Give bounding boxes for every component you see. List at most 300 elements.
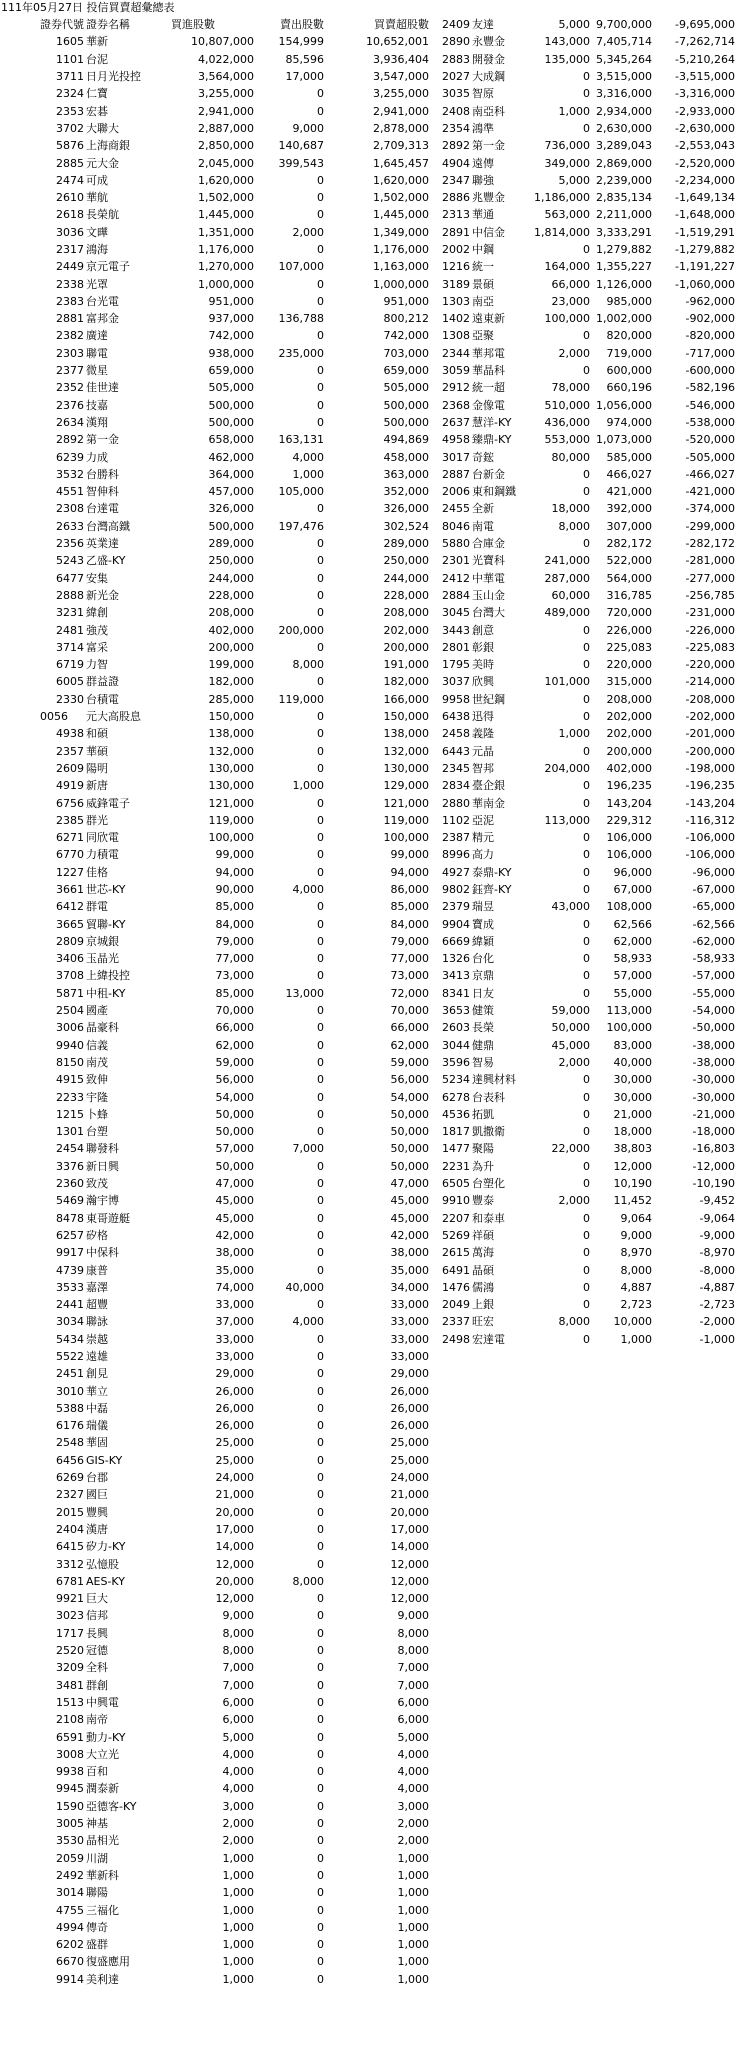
cell-sell: 0: [317, 640, 324, 654]
cell-buy: 4,022,000: [198, 52, 254, 66]
cell-sell: 0: [317, 1246, 324, 1260]
cell-code: 6669: [442, 934, 470, 948]
table-row: [435, 1054, 736, 1071]
cell-buy: 1,000: [222, 1903, 254, 1917]
cell-code: 3023: [56, 1609, 84, 1623]
cell-name: 貿聯-KY: [86, 917, 126, 931]
cell-name: 亞泥: [472, 813, 494, 827]
cell-code: 3037: [442, 675, 470, 689]
table-row: [0, 33, 430, 50]
cell-name: 全科: [86, 1661, 108, 1675]
cell-code: 2387: [442, 831, 470, 845]
table-row: [0, 1815, 430, 1832]
cell-buy: 73,000: [215, 969, 254, 983]
cell-buy: 0: [583, 1159, 590, 1173]
cell-net: -96,000: [692, 865, 735, 879]
cell-code: 2504: [56, 1004, 84, 1018]
cell-sell: 0: [317, 173, 324, 187]
cell-buy: 2,941,000: [198, 104, 254, 118]
cell-name: 廣達: [86, 329, 108, 343]
table-row: [0, 708, 430, 725]
cell-code: 2458: [442, 727, 470, 741]
table-row: [435, 1244, 736, 1261]
cell-net: 35,000: [390, 1263, 429, 1277]
cell-code: 2520: [56, 1644, 84, 1658]
cell-name: 矽格: [86, 1228, 108, 1242]
cell-net: 4,000: [397, 1765, 429, 1779]
cell-buy: 14,000: [215, 1540, 254, 1554]
table-row: [0, 967, 430, 984]
cell-sell: 12,000: [613, 1159, 652, 1173]
cell-net: -1,000: [699, 1332, 735, 1346]
cell-net: 182,000: [383, 675, 429, 689]
cell-sell: 0: [317, 415, 324, 429]
cell-sell: 2,934,000: [596, 104, 652, 118]
cell-name: 鈺齊-KY: [472, 882, 512, 896]
table-row: [435, 120, 736, 137]
cell-buy: 2,000: [222, 1817, 254, 1831]
cell-sell: 226,000: [606, 623, 652, 637]
cell-code: 1477: [442, 1142, 470, 1156]
cell-name: 臻鼎-KY: [472, 433, 512, 447]
cell-code: 5243: [56, 554, 84, 568]
cell-code: 1402: [442, 312, 470, 326]
cell-name: 仁寶: [86, 87, 108, 101]
cell-name: 和泰車: [472, 1211, 505, 1225]
cell-code: 2383: [56, 294, 84, 308]
cell-code: 6269: [56, 1471, 84, 1485]
table-row: [0, 846, 430, 863]
cell-name: 智邦: [472, 761, 494, 775]
cell-name: 鴻準: [472, 121, 494, 135]
cell-net: 17,000: [390, 1522, 429, 1536]
cell-net: -58,933: [692, 952, 735, 966]
cell-code: 2610: [56, 191, 84, 205]
cell-name: 晶豪科: [86, 1021, 119, 1035]
table-row: [435, 1106, 736, 1123]
cell-sell: 0: [317, 191, 324, 205]
cell-net: -902,000: [685, 312, 735, 326]
cell-name: 合庫金: [472, 537, 505, 551]
cell-buy: 0: [583, 329, 590, 343]
cell-name: 台郡: [86, 1471, 108, 1485]
cell-buy: 78,000: [551, 381, 590, 395]
cell-net: 1,620,000: [373, 173, 429, 187]
cell-buy: 9,000: [222, 1609, 254, 1623]
cell-sell: 0: [317, 1505, 324, 1519]
cell-buy: 56,000: [215, 1073, 254, 1087]
cell-buy: 199,000: [208, 658, 254, 672]
cell-name: 第一金: [472, 139, 505, 153]
cell-buy: 0: [583, 1332, 590, 1346]
cell-code: 3711: [56, 70, 84, 84]
cell-code: 2330: [56, 692, 84, 706]
cell-net: 500,000: [383, 398, 429, 412]
cell-buy: 20,000: [215, 1505, 254, 1519]
cell-code: 4958: [442, 433, 470, 447]
table-row: [435, 345, 736, 362]
cell-net: -10,190: [692, 1177, 735, 1191]
cell-sell: 2,835,134: [596, 191, 652, 205]
cell-code: 3714: [56, 640, 84, 654]
cell-buy: 164,000: [544, 260, 590, 274]
cell-code: 3189: [442, 277, 470, 291]
cell-name: 慧洋-KY: [472, 415, 512, 429]
cell-net: -4,887: [699, 1280, 735, 1294]
cell-code: 3708: [56, 969, 84, 983]
cell-net: -2,933,000: [675, 104, 735, 118]
cell-sell: 2,630,000: [596, 121, 652, 135]
cell-net: 129,000: [383, 779, 429, 793]
cell-sell: 40,000: [613, 1055, 652, 1069]
cell-name: 景碩: [472, 277, 494, 291]
cell-name: 和碩: [86, 727, 108, 741]
cell-sell: 421,000: [606, 485, 652, 499]
table-row: [0, 1452, 430, 1469]
table-row: [0, 1538, 430, 1555]
table-row: [435, 950, 736, 967]
cell-buy: 2,000: [222, 1834, 254, 1848]
table-row: [435, 68, 736, 85]
cell-name: 寶成: [472, 917, 494, 931]
cell-sell: 0: [317, 294, 324, 308]
table-row: [435, 1071, 736, 1088]
cell-net: 244,000: [383, 571, 429, 585]
cell-net: 703,000: [383, 346, 429, 360]
table-row: [0, 1365, 430, 1382]
cell-sell: 0: [317, 744, 324, 758]
cell-buy: 204,000: [544, 761, 590, 775]
cell-sell: 220,000: [606, 658, 652, 672]
cell-net: 7,000: [397, 1661, 429, 1675]
cell-net: -3,316,000: [675, 87, 735, 101]
cell-sell: 0: [317, 1401, 324, 1415]
cell-name: 全新: [472, 502, 494, 516]
table-row: [0, 1279, 430, 1296]
cell-net: -282,172: [685, 537, 735, 551]
cell-sell: 200,000: [606, 744, 652, 758]
cell-buy: 101,000: [544, 675, 590, 689]
cell-sell: 0: [317, 1765, 324, 1779]
cell-buy: 50,000: [215, 1107, 254, 1121]
cell-sell: 62,566: [613, 917, 652, 931]
cell-net: -9,452: [699, 1194, 735, 1208]
cell-sell: 235,000: [278, 346, 324, 360]
cell-net: 12,000: [390, 1574, 429, 1588]
cell-code: 2356: [56, 537, 84, 551]
cell-code: 2303: [56, 346, 84, 360]
cell-buy: 85,000: [215, 900, 254, 914]
cell-buy: 8,000: [558, 1315, 590, 1329]
table-row: [435, 51, 736, 68]
cell-buy: 66,000: [551, 277, 590, 291]
header-code: 證券代號: [40, 18, 84, 32]
cell-buy: 510,000: [544, 398, 590, 412]
cell-net: 26,000: [390, 1419, 429, 1433]
cell-sell: 0: [317, 1678, 324, 1692]
cell-buy: 59,000: [551, 1004, 590, 1018]
cell-code: 2441: [56, 1298, 84, 1312]
cell-code: 2912: [442, 381, 470, 395]
cell-sell: 7,405,714: [596, 35, 652, 49]
table-row: [0, 1209, 430, 1226]
cell-net: 1,000: [397, 1938, 429, 1952]
cell-sell: 55,000: [613, 986, 652, 1000]
cell-net: -5,210,264: [675, 52, 735, 66]
table-row: [435, 310, 736, 327]
cell-sell: 40,000: [285, 1280, 324, 1294]
cell-name: 巨大: [86, 1592, 108, 1606]
table-row: [0, 293, 430, 310]
table-row: [0, 1469, 430, 1486]
cell-sell: 30,000: [613, 1090, 652, 1104]
cell-code: 4904: [442, 156, 470, 170]
cell-name: 晶相光: [86, 1834, 119, 1848]
table-row: [0, 1625, 430, 1642]
cell-name: 三福化: [86, 1903, 119, 1917]
cell-sell: 4,000: [292, 1315, 324, 1329]
cell-net: 363,000: [383, 467, 429, 481]
cell-sell: 57,000: [613, 969, 652, 983]
sell-over-table: [435, 16, 736, 1348]
cell-buy: 26,000: [215, 1419, 254, 1433]
table-row: [0, 933, 430, 950]
cell-sell: 225,083: [606, 640, 652, 654]
cell-code: 2609: [56, 761, 84, 775]
cell-buy: 38,000: [215, 1246, 254, 1260]
cell-name: 川湖: [86, 1851, 108, 1865]
cell-name: 京城銀: [86, 934, 119, 948]
cell-net: 228,000: [383, 588, 429, 602]
cell-code: 2492: [56, 1868, 84, 1882]
cell-buy: 0: [583, 934, 590, 948]
cell-sell: 985,000: [606, 294, 652, 308]
cell-buy: 285,000: [208, 692, 254, 706]
cell-name: 日月光投控: [86, 70, 141, 84]
table-row: [0, 1434, 430, 1451]
cell-net: 56,000: [390, 1073, 429, 1087]
cell-net: -3,515,000: [675, 70, 735, 84]
cell-buy: 364,000: [208, 467, 254, 481]
table-row: [435, 137, 736, 154]
cell-sell: 0: [317, 1782, 324, 1796]
cell-net: -281,000: [685, 554, 735, 568]
table-row: [435, 275, 736, 292]
cell-net: 77,000: [390, 952, 429, 966]
cell-net: -201,000: [685, 727, 735, 741]
table-row: [0, 1331, 430, 1348]
cell-buy: 35,000: [215, 1263, 254, 1277]
cell-name: 亞聚: [472, 329, 494, 343]
table-row: [0, 898, 430, 915]
cell-name: 遠東新: [472, 312, 505, 326]
cell-sell: 0: [317, 1194, 324, 1208]
cell-buy: 5,000: [558, 173, 590, 187]
table-row: [0, 1486, 430, 1503]
table-row: [0, 51, 430, 68]
cell-code: 2880: [442, 796, 470, 810]
cell-net: -18,000: [692, 1125, 735, 1139]
cell-buy: 77,000: [215, 952, 254, 966]
cell-net: 208,000: [383, 606, 429, 620]
cell-name: 長興: [86, 1626, 108, 1640]
cell-net: -200,000: [685, 744, 735, 758]
cell-sell: 0: [317, 1298, 324, 1312]
cell-sell: 0: [317, 1920, 324, 1934]
cell-sell: 119,000: [278, 692, 324, 706]
cell-name: 超豐: [86, 1298, 108, 1312]
cell-sell: 9,000: [292, 121, 324, 135]
cell-sell: 0: [317, 917, 324, 931]
cell-net: 1,349,000: [373, 225, 429, 239]
cell-buy: 1,814,000: [534, 225, 590, 239]
table-row: [435, 621, 736, 638]
cell-name: 力成: [86, 450, 108, 464]
cell-sell: 1,002,000: [596, 312, 652, 326]
cell-buy: 5,000: [558, 18, 590, 32]
cell-buy: 2,000: [558, 1194, 590, 1208]
cell-code: 2834: [442, 779, 470, 793]
cell-sell: 17,000: [285, 70, 324, 84]
cell-net: 2,000: [397, 1834, 429, 1848]
cell-code: 2207: [442, 1211, 470, 1225]
cell-code: 8150: [56, 1055, 84, 1069]
cell-code: 6456: [56, 1453, 84, 1467]
table-row: [435, 967, 736, 984]
table-row: [0, 812, 430, 829]
cell-buy: 74,000: [215, 1280, 254, 1294]
table-row: [0, 777, 430, 794]
cell-code: 3481: [56, 1678, 84, 1692]
cell-code: 8046: [442, 519, 470, 533]
cell-sell: 3,316,000: [596, 87, 652, 101]
table-row: [0, 1677, 430, 1694]
cell-sell: 1,000: [292, 467, 324, 481]
cell-name: 光寶科: [472, 554, 505, 568]
cell-net: 3,255,000: [373, 87, 429, 101]
table-row: [435, 812, 736, 829]
cell-net: -65,000: [692, 900, 735, 914]
table-row: [435, 1331, 736, 1348]
cell-code: 4536: [442, 1107, 470, 1121]
table-row: [435, 846, 736, 863]
table-row: [0, 1192, 430, 1209]
cell-name: 致伸: [86, 1073, 108, 1087]
cell-code: 6005: [56, 675, 84, 689]
table-row: [435, 915, 736, 932]
cell-sell: 820,000: [606, 329, 652, 343]
cell-net: -225,083: [685, 640, 735, 654]
cell-buy: 0: [583, 537, 590, 551]
cell-name: 義隆: [472, 727, 494, 741]
cell-sell: 0: [317, 1419, 324, 1433]
cell-code: 3010: [56, 1384, 84, 1398]
cell-code: 2108: [56, 1713, 84, 1727]
header-row: [0, 16, 430, 33]
cell-name: 富邦金: [86, 312, 119, 326]
cell-net: 1,000: [397, 1886, 429, 1900]
cell-name: 宇隆: [86, 1090, 108, 1104]
cell-buy: 10,807,000: [191, 35, 254, 49]
cell-sell: 0: [317, 1073, 324, 1087]
cell-buy: 462,000: [208, 450, 254, 464]
cell-net: 505,000: [383, 381, 429, 395]
cell-net: -8,970: [699, 1246, 735, 1260]
cell-code: 2892: [442, 139, 470, 153]
cell-net: 14,000: [390, 1540, 429, 1554]
cell-sell: 0: [317, 1228, 324, 1242]
cell-sell: 0: [317, 952, 324, 966]
cell-net: -50,000: [692, 1021, 735, 1035]
cell-code: 4551: [56, 485, 84, 499]
cell-code: 6415: [56, 1540, 84, 1554]
cell-sell: 163,131: [278, 433, 324, 447]
table-row: [435, 362, 736, 379]
cell-net: 94,000: [390, 865, 429, 879]
table-row: [0, 1504, 430, 1521]
cell-net: 45,000: [390, 1211, 429, 1225]
cell-buy: 0: [583, 70, 590, 84]
cell-buy: 54,000: [215, 1090, 254, 1104]
cell-name: 台光電: [86, 294, 119, 308]
cell-buy: 119,000: [208, 813, 254, 827]
table-row: [0, 137, 430, 154]
cell-buy: 100,000: [208, 831, 254, 845]
cell-net: 200,000: [383, 640, 429, 654]
table-row: [0, 673, 430, 690]
cell-buy: 33,000: [215, 1332, 254, 1346]
cell-name: 大立光: [86, 1747, 119, 1761]
cell-code: 9958: [442, 692, 470, 706]
cell-name: 泰鼎-KY: [472, 865, 512, 879]
cell-name: 台塑: [86, 1125, 108, 1139]
table-row: [435, 518, 736, 535]
cell-code: 1102: [442, 813, 470, 827]
cell-name: 卜蜂: [86, 1107, 108, 1121]
cell-sell: 202,000: [606, 710, 652, 724]
cell-code: 3653: [442, 1004, 470, 1018]
cell-name: 萬海: [472, 1246, 494, 1260]
cell-buy: 42,000: [215, 1228, 254, 1242]
cell-code: 3045: [442, 606, 470, 620]
cell-code: 6271: [56, 831, 84, 845]
cell-net: -16,803: [692, 1142, 735, 1156]
cell-name: 精元: [472, 831, 494, 845]
cell-name: 英業達: [86, 537, 119, 551]
table-row: [435, 1002, 736, 1019]
cell-name: 光罩: [86, 277, 108, 291]
cell-buy: 1,000: [222, 1938, 254, 1952]
cell-net: 138,000: [383, 727, 429, 741]
cell-sell: 0: [317, 1626, 324, 1640]
cell-net: 33,000: [390, 1315, 429, 1329]
cell-net: 3,547,000: [373, 70, 429, 84]
cell-net: 500,000: [383, 415, 429, 429]
cell-sell: 0: [317, 1713, 324, 1727]
cell-sell: 18,000: [613, 1125, 652, 1139]
cell-code: 2404: [56, 1522, 84, 1536]
table-row: [435, 1158, 736, 1175]
cell-buy: 45,000: [215, 1211, 254, 1225]
cell-code: 3006: [56, 1021, 84, 1035]
cell-sell: 9,064: [620, 1211, 652, 1225]
cell-buy: 70,000: [215, 1004, 254, 1018]
cell-code: 3231: [56, 606, 84, 620]
cell-net: -202,000: [685, 710, 735, 724]
cell-sell: 0: [317, 1540, 324, 1554]
cell-name: 創見: [86, 1367, 108, 1381]
cell-code: 8341: [442, 986, 470, 1000]
